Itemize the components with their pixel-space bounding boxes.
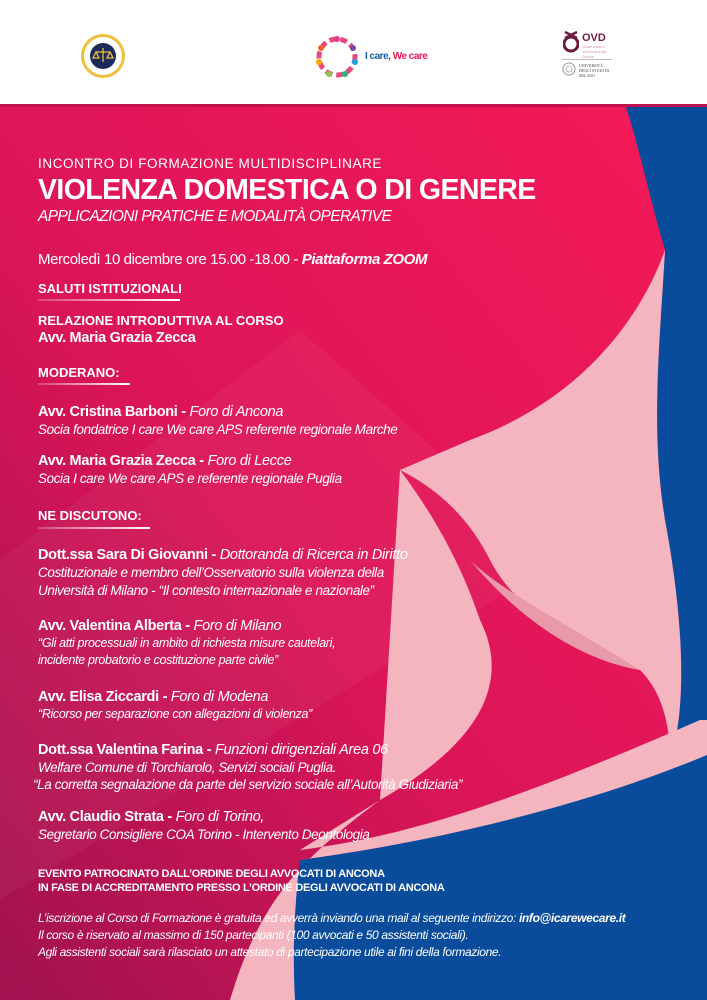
registration-info <box>38 912 625 924</box>
speaker-detail: Socia fondatrice I care We care APS referente regionale Marche <box>38 422 398 437</box>
speaker-detail: “La corretta segnalazione da parte del servizio sociale all’Autorità Giudiziaria” <box>33 777 463 792</box>
header-logos <box>0 0 707 104</box>
speaker-name: Avv. Elisa Ziccardi - <box>38 689 171 705</box>
speaker-detail: Socia I care We care APS e referente regionale Puglia <box>38 471 342 486</box>
event-kicker: INCONTRO DI FORMAZIONE MULTIDISCIPLINARE <box>38 156 383 171</box>
icare-wecare-wordmark: I care, We care <box>365 51 428 62</box>
capacity-info: Il corso è riservato al massimo di 150 partecipanti (100 avvocati e 50 assistenti sociali). <box>38 928 469 942</box>
speaker-role: Foro di Ancona <box>189 404 284 420</box>
unimi-seal-logo <box>562 62 576 76</box>
speaker-detail: incidente probatorio e costituzione parte civile” <box>38 653 278 667</box>
section-speakers: NE DISCUTONO: <box>38 508 142 523</box>
contact-email-link[interactable]: info@icarewecare.it <box>518 911 626 925</box>
unimi-logo-text: UNIVERSITÀ DEGLI STUDI DI MILANO <box>579 63 609 79</box>
speaker-detail: Segretario Consigliere COA Torino - Intervento Deontologia <box>38 827 370 842</box>
section-underline <box>38 383 130 385</box>
speaker-name: Avv. Claudio Strata - <box>38 809 176 825</box>
speaker-role: Foro di Modena <box>170 689 269 705</box>
ovd-logo-subtext: Osservatorio Violenza sulle Donne <box>582 44 607 59</box>
accreditation-note: IN FASE DI ACCREDITAMENTO PRESSO L’ORDINE DEGLI AVVOCATI DI ANCONA <box>38 882 445 894</box>
speaker-name: Avv. Maria Grazia Zecca - <box>38 453 208 469</box>
icare-wecare-circle-logo <box>312 32 362 82</box>
speaker-detail: Costituzionale e membro dell’Osservatorio sulla violenza della <box>38 565 384 580</box>
patronage-note: EVENTO PATROCINATO DALL’ORDINE DEGLI AVVOCATI DI ANCONA <box>38 868 385 880</box>
speaker-detail: “Ricorso per separazione con allegazioni di violenza” <box>38 707 312 721</box>
speaker-role: Foro di Lecce <box>207 453 292 469</box>
intro-speaker: Avv. Maria Grazia Zecca <box>38 330 196 346</box>
ordine-avvocati-logo <box>80 33 126 79</box>
speaker-detail: Università di Milano - “Il contesto internazionale e nazionale” <box>38 583 374 598</box>
section-underline <box>38 527 150 529</box>
section-moderators: MODERANO: <box>38 365 120 380</box>
event-date-line <box>38 252 427 267</box>
certificate-info: Agli assistenti sociali sarà rilasciato un attestato di partecipazione utile ai fini della formazione. <box>38 945 502 959</box>
ovd-logo-text: OVD <box>582 32 606 44</box>
speaker-role: Foro di Torino, <box>175 809 265 825</box>
registration-text: L’iscrizione al Corso di Formazione è gratuita ed avverrà inviando una mail al seguente indirizzo: <box>38 911 519 925</box>
section-greetings: SALUTI ISTITUZIONALI <box>38 281 182 296</box>
event-date: Mercoledì 10 dicembre ore 15.00 -18.00 - <box>38 251 302 268</box>
speaker-detail: Welfare Comune di Torchiarolo, Servizi sociali Puglia. <box>38 760 337 775</box>
speaker-name: Avv. Valentina Alberta - <box>38 618 194 634</box>
speaker-role: Funzioni dirigenziali Area 06 <box>214 742 388 758</box>
speaker-name: Avv. Cristina Barboni - <box>38 404 190 420</box>
speaker-detail: “Gli atti processuali in ambito di richiesta misure cautelari, <box>38 636 336 650</box>
logo-divider <box>562 59 612 60</box>
speaker-name: Dott.ssa Sara Di Giovanni - <box>38 547 220 563</box>
intro-label: RELAZIONE INTRODUTTIVA AL CORSO <box>38 313 284 328</box>
speaker-name: Dott.ssa Valentina Farina - <box>38 742 215 758</box>
section-underline <box>38 299 180 301</box>
ovd-ribbon-logo <box>563 30 579 54</box>
event-platform: Piattaforma ZOOM <box>301 251 428 268</box>
speaker-role: Dottoranda di Ricerca in Diritto <box>219 547 408 563</box>
speaker-role: Foro di Milano <box>193 618 282 634</box>
event-subtitle: APPLICAZIONI PRATICHE E MODALITÀ OPERATIVE <box>38 208 392 225</box>
event-title: VIOLENZA DOMESTICA O DI GENERE <box>38 174 536 206</box>
